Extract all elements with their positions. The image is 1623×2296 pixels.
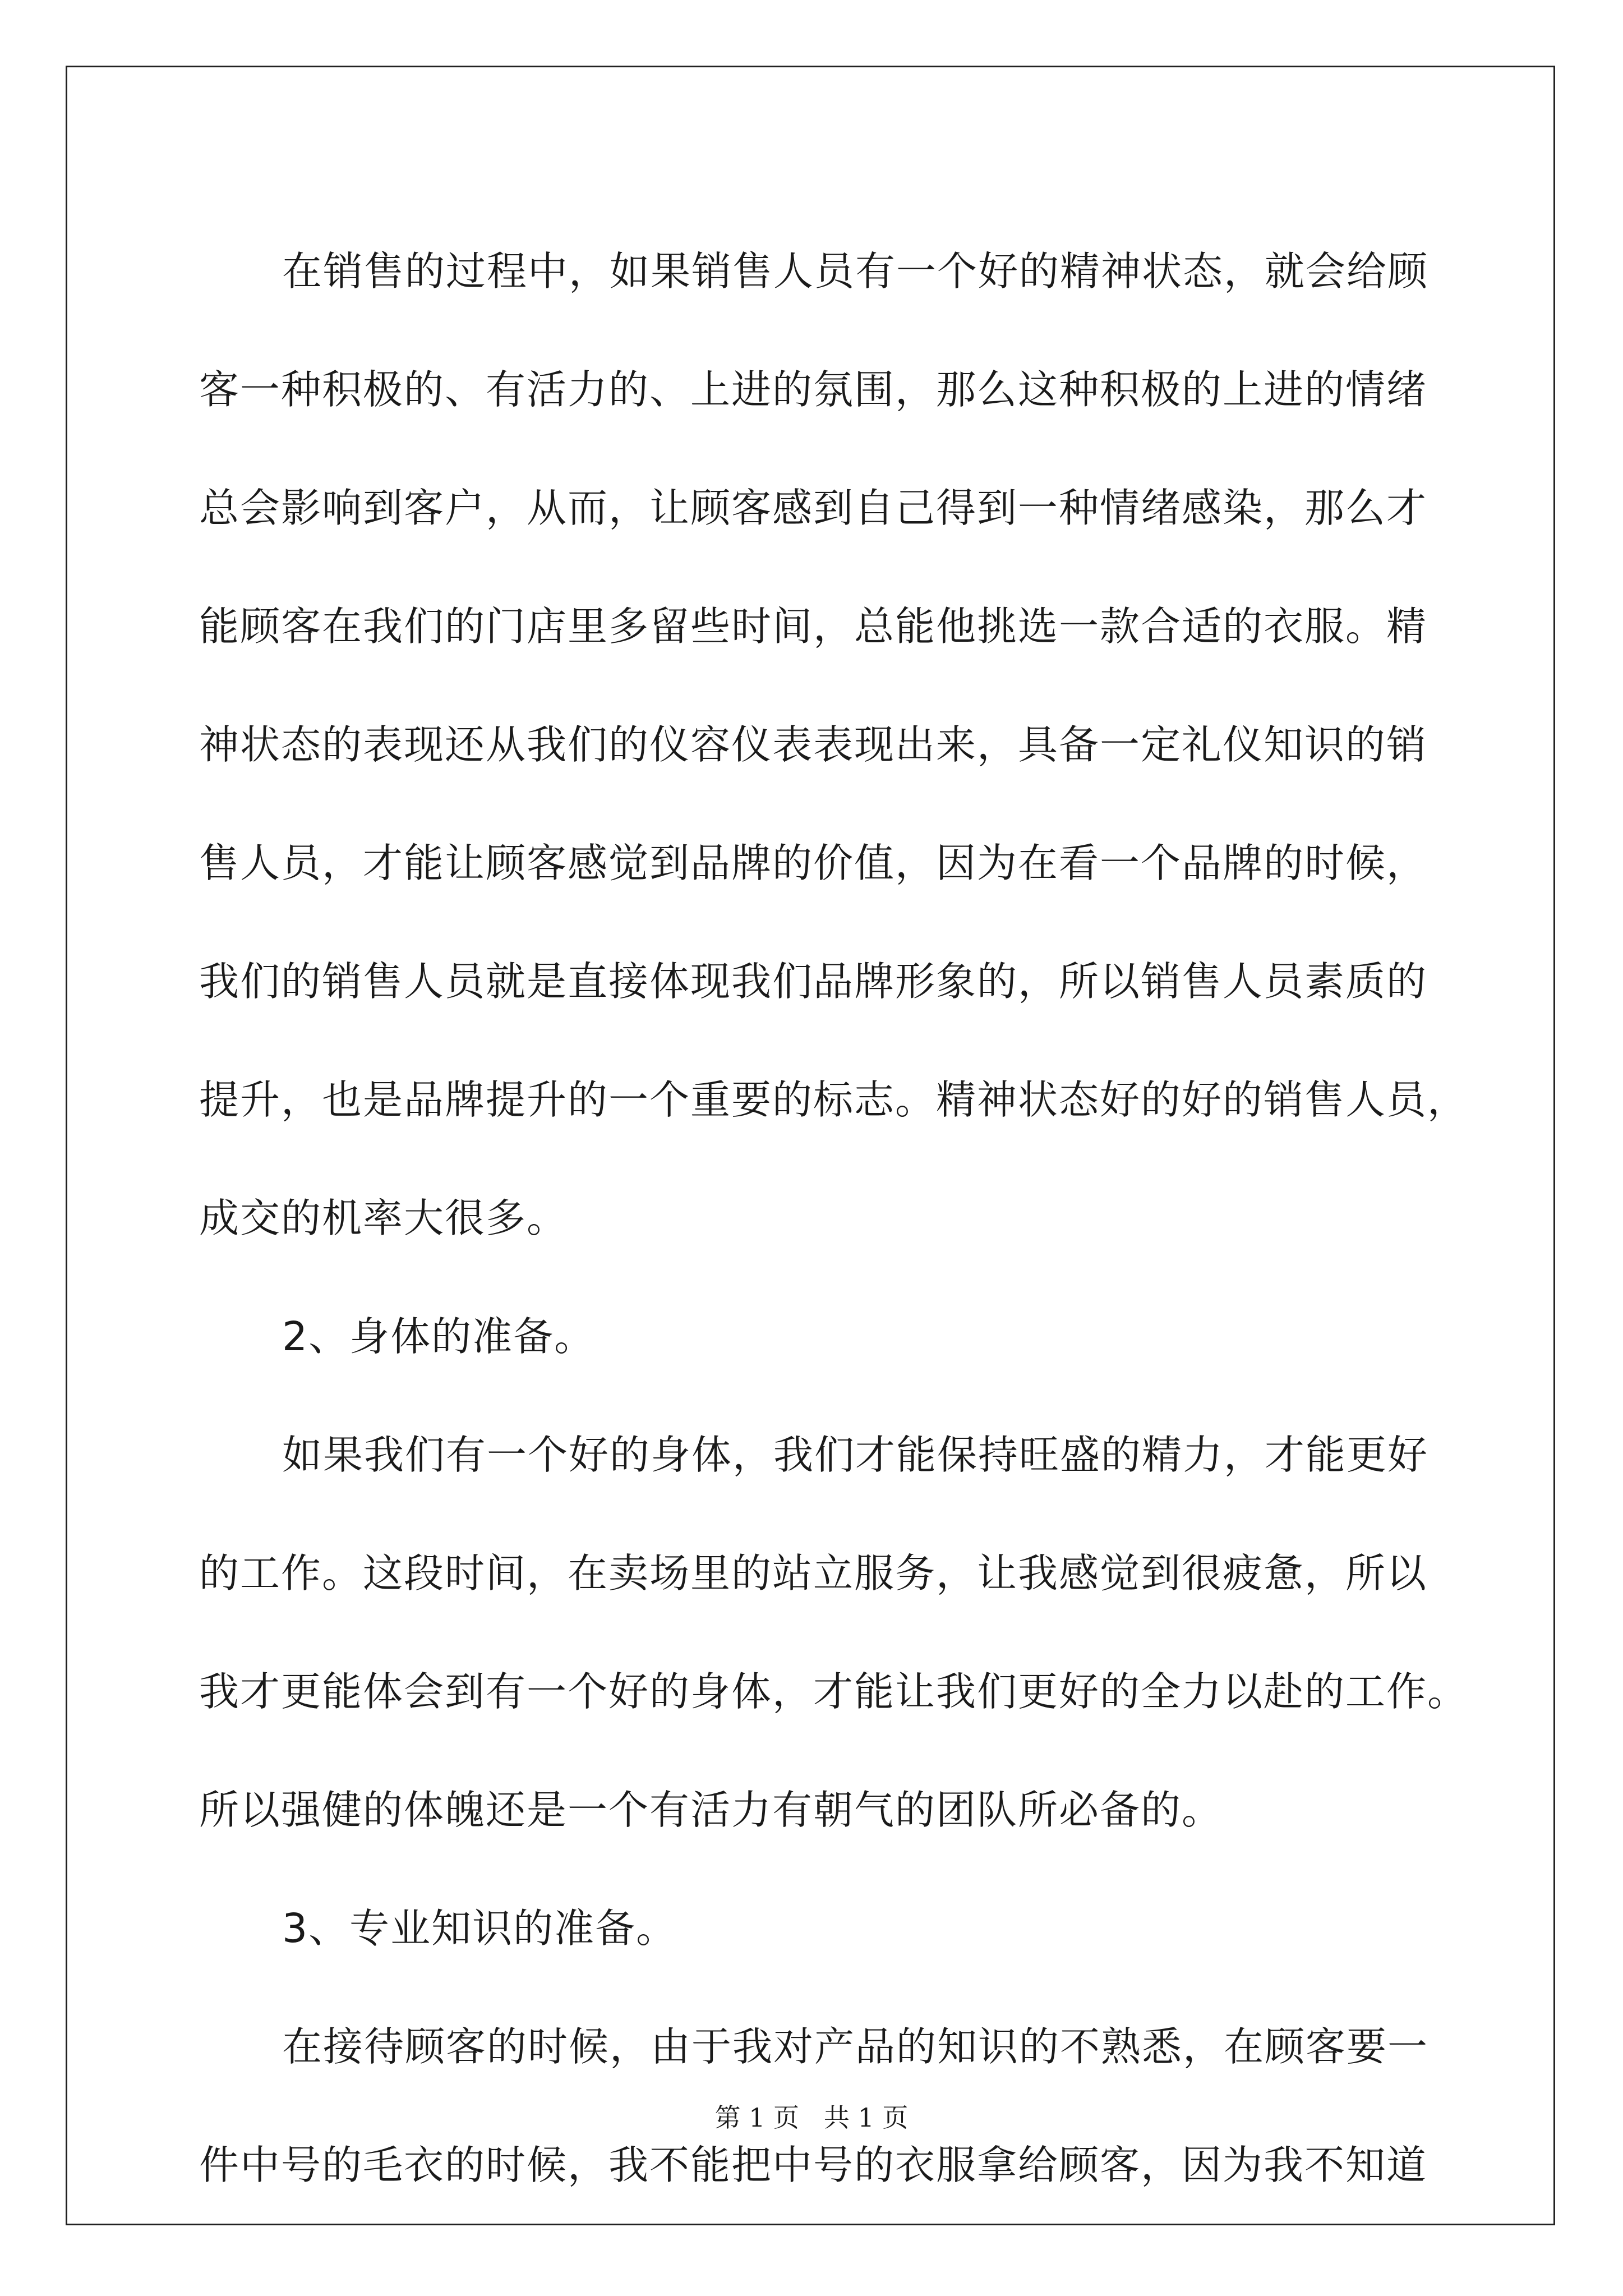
page-number-footer: 第 1 页 共 1 页 [714, 2102, 909, 2133]
text-line: 我们的销售人员就是直接体现我们品牌形象的，所以销售人员素质的 [199, 958, 1428, 1005]
section-heading: 3、专业知识的准备。 [282, 1905, 677, 1952]
document-body [199, 212, 1469, 2224]
text-line: 在接待顾客的时候，由于我对产品的知识的不熟悉，在顾客要一 [282, 2023, 1429, 2070]
text-line: 件中号的毛衣的时候，我不能把中号的衣服拿给顾客，因为我不知道 [199, 2142, 1428, 2188]
text-line: 总会影响到客户，从而，让顾客感到自己得到一种情绪感染，那么才 [199, 485, 1428, 531]
text-line: 如果我们有一个好的身体，我们才能保持旺盛的精力，才能更好 [282, 1432, 1429, 1478]
text-line: 的工作。这段时间，在卖场里的站立服务，让我感觉到很疲惫，所以 [199, 1550, 1428, 1596]
text-line: 我才更能体会到有一个好的身体，才能让我们更好的全力以赴的工作。 [199, 1668, 1469, 1715]
text-line: 所以强健的体魄还是一个有活力有朝气的团队所必备的。 [199, 1787, 1223, 1833]
text-line: 客一种积极的、有活力的、上进的氛围，那么这种积极的上进的情绪 [199, 366, 1428, 413]
text-line: 售人员，才能让顾客感觉到品牌的价值，因为在看一个品牌的时候， [199, 840, 1428, 886]
text-line: 提升，也是品牌提升的一个重要的标志。精神状态好的好的销售人员， [199, 1076, 1469, 1123]
text-line: 在销售的过程中，如果销售人员有一个好的精神状态，就会给顾 [282, 248, 1429, 295]
text-line: 能顾客在我们的门店里多留些时间，总能他挑选一款合适的衣服。精 [199, 603, 1428, 650]
section-heading: 2、身体的准备。 [282, 1313, 596, 1360]
text-line: 成交的机率大很多。 [199, 1195, 568, 1241]
text-line: 神状态的表现还从我们的仪容仪表表现出来，具备一定礼仪知识的销 [199, 721, 1428, 768]
